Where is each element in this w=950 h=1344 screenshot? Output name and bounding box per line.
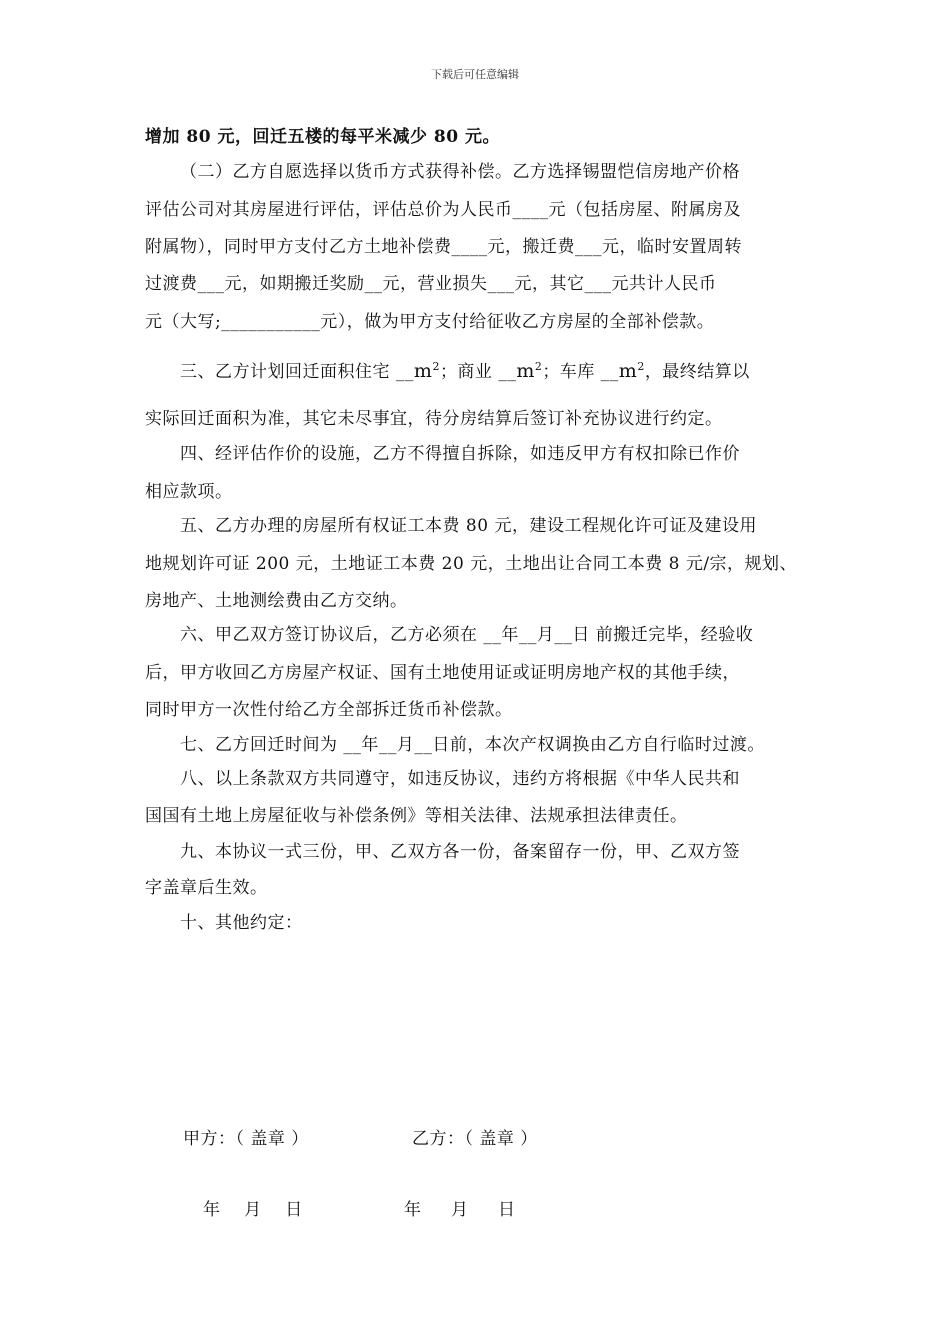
- party-a-date: 年 月 日: [203, 1200, 303, 1220]
- paragraph-line: 地规划许可证 200 元，土地证工本费 20 元，土地出让合同工本费 8 元/宗，规划、: [145, 554, 798, 574]
- unit-sup: 2: [637, 360, 645, 373]
- unit-m: m: [516, 360, 535, 382]
- unit-sup: 2: [432, 360, 440, 373]
- paragraph-line: 五、乙方办理的房屋所有权证工本费 80 元，建设工程规化许可证及建设用: [180, 516, 757, 536]
- area-plan-line: [180, 360, 750, 383]
- paragraph-line: 九、本协议一式三份，甲、乙双方各一份，备案留存一份，甲、乙双方签: [180, 842, 740, 862]
- paragraph-line: 六、甲乙双方签订协议后，乙方必须在 __年__月__日 前搬迁完毕，经验收: [180, 625, 754, 645]
- paragraph-line: 七、乙方回迁时间为 __年__月__日前，本次产权调换由乙方自行临时过渡。: [180, 735, 765, 755]
- area-garage-label: ；车库 __: [542, 362, 619, 382]
- unit-sup: 2: [534, 360, 543, 373]
- unit-m: m: [413, 360, 433, 382]
- area-residential-label: 三、乙方计划回迁面积住宅 __: [180, 362, 414, 382]
- party-b-seal: 乙方：（ 盖章 ）: [412, 1129, 538, 1149]
- paragraph-line: 房地产、土地测绘费由乙方交纳。: [145, 591, 408, 611]
- unit-m: m: [618, 360, 638, 382]
- paragraph-line: 实际回迁面积为准，其它未尽事宜，待分房结算后签订补充协议进行约定。: [145, 409, 723, 429]
- paragraph-line: 相应款项。: [145, 482, 233, 502]
- page-header: 下载后可任意编辑: [431, 68, 519, 81]
- party-a-seal: 甲方：（ 盖章 ）: [183, 1129, 309, 1149]
- paragraph-line: 增加 80 元，回迁五楼的每平米减少 80 元。: [145, 127, 500, 147]
- paragraph-line: 四、经评估作价的设施，乙方不得擅自拆除，如违反甲方有权扣除已作价: [180, 444, 740, 464]
- paragraph-line: 后，甲方收回乙方房屋产权证、国有土地使用证或证明房地产权的其他手续，: [145, 663, 740, 683]
- paragraph-line: 评估公司对其房屋进行评估，评估总价为人民币____元（包括房屋、附属房及: [145, 200, 741, 220]
- paragraph-line: 元（大写;___________元），做为甲方支付给征收乙方房屋的全部补偿款。: [145, 312, 715, 332]
- paragraph-line: 八、以上条款双方共同遵守，如违反协议，违约方将根据《中华人民共和: [180, 769, 740, 789]
- paragraph-line: 十、其他约定：: [180, 913, 303, 933]
- paragraph-line: 字盖章后生效。: [145, 878, 268, 898]
- paragraph-line: （二）乙方自愿选择以货币方式获得补偿。乙方选择锡盟恺信房地产价格: [180, 162, 740, 182]
- area-commercial-label: ；商业 __: [439, 362, 517, 382]
- paragraph-line: 过渡费___元，如期搬迁奖励__元，营业损失___元，其它___元共计人民币: [145, 274, 717, 294]
- paragraph-line: 同时甲方一次性付给乙方全部拆迁货币补偿款。: [145, 700, 513, 720]
- area-tail: ，最终结算以: [644, 362, 750, 382]
- paragraph-line: 国国有土地上房屋征收与补偿条例》等相关法律、法规承担法律责任。: [145, 806, 688, 826]
- party-b-date: 年 月 日: [404, 1200, 516, 1220]
- paragraph-line: 附属物），同时甲方支付乙方土地补偿费____元，搬迁费___元，临时安置周转: [145, 237, 742, 257]
